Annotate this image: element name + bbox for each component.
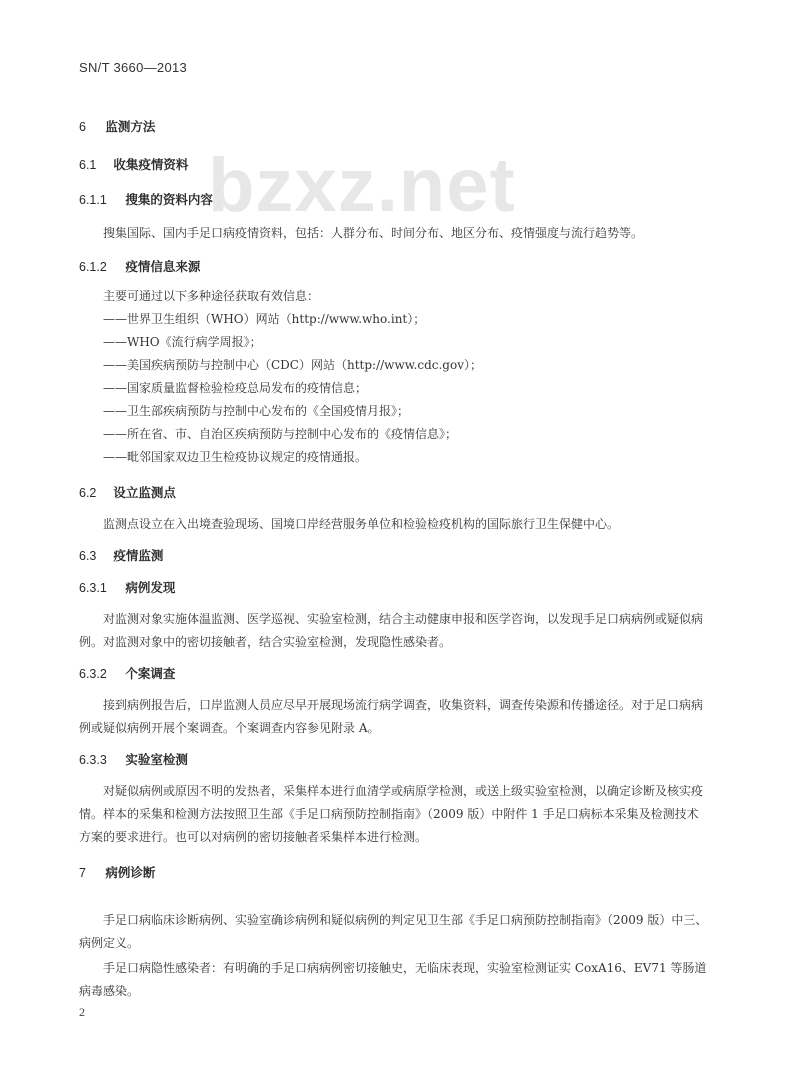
list-item: ——美国疾病预防与控制中心（CDC）网站（http://www.cdc.gov）； [103, 358, 482, 372]
list-item: ——世界卫生组织（WHO）网站（http://www.who.int）； [103, 312, 426, 326]
heading-7 [79, 863, 709, 881]
paragraph: 接到病例报告后，口岸监测人员应尽早开展现场流行病学调查，收集资料，调查传染源和传播途径。对于足口病病例或疑似病例开展个案调查。个案调查内容参见附录 A。 [79, 698, 704, 735]
heading-title: 设立监测点 [113, 485, 176, 500]
heading-title: 实验室检测 [125, 752, 188, 767]
heading-number: 6.3.1 [79, 581, 107, 595]
heading-title: 疫情信息来源 [125, 259, 201, 274]
document-body [79, 117, 709, 1003]
list-item: ——毗邻国家双边卫生检疫协议规定的疫情通报。 [103, 450, 368, 464]
heading-number: 6.1 [79, 158, 97, 172]
list-item: ——WHO《流行病学周报》； [103, 335, 262, 349]
heading-number: 6.2 [79, 486, 97, 500]
heading-number: 6.3.3 [79, 753, 107, 767]
heading-number: 6.3 [79, 549, 97, 563]
paragraph: 手足口病临床诊断病例、实验室确诊病例和疑似病例的判定见卫生部《手足口病预防控制指南》（2009 版）中三、病例定义。 [79, 913, 708, 950]
heading-title: 收集疫情资料 [113, 157, 189, 172]
list-item: ——国家质量监督检验检疫总局发布的疫情信息； [103, 381, 368, 395]
heading-6 [79, 117, 709, 135]
heading-6-3-2 [79, 664, 709, 682]
paragraph: 对监测对象实施体温监测、医学巡视、实验室检测，结合主动健康申报和医学咨询，以发现手足口病病例或疑似病例。对监测对象中的密切接触者，结合实验室检测，发现隐性感染者。 [79, 612, 704, 649]
heading-number: 6.3.2 [79, 667, 107, 681]
heading-title: 病例诊断 [105, 865, 156, 880]
heading-6-1 [79, 155, 709, 173]
paragraph: 监测点设立在入出境查验现场、国境口岸经营服务单位和检验检疫机构的国际旅行卫生保健中心。 [103, 517, 620, 531]
heading-title: 疫情监测 [113, 548, 164, 563]
heading-title: 病例发现 [125, 580, 176, 595]
heading-title: 搜集的资料内容 [125, 192, 213, 207]
paragraph: 手足口病隐性感染者：有明确的手足口病病例密切接触史，无临床表现，实验室检测证实 CoxA16、EV71 等肠道病毒感染。 [79, 961, 707, 998]
heading-number: 6.1.2 [79, 260, 107, 274]
watermark: bzxz.net [208, 143, 516, 228]
heading-6-3-1 [79, 578, 709, 596]
heading-6-3-3 [79, 750, 709, 768]
list-item: ——卫生部疾病预防与控制中心发布的《全国疫情月报》； [103, 404, 410, 418]
paragraph: 搜集国际、国内手足口病疫情资料，包括：人群分布、时间分布、地区分布、疫情强度与流行趋势等。 [103, 226, 644, 240]
paragraph: 对疑似病例或原因不明的发热者，采集样本进行血清学或病原学检测，或送上级实验室检测，以确定诊断及核实疫情。样本的采集和检测方法按照卫生部《手足口病预防控制指南》（2009 版）中附件 1 手足口病标本采集及检测技术方案的要求进行。也可以对病例的密切接触者采集样本进行检测。 [79, 784, 704, 844]
heading-6-1-1 [79, 190, 709, 208]
heading-title: 个案调查 [125, 666, 176, 681]
heading-number: 7 [79, 866, 86, 880]
heading-6-2 [79, 483, 709, 501]
heading-number: 6.1.1 [79, 193, 107, 207]
heading-title: 监测方法 [105, 119, 156, 134]
heading-6-3 [79, 546, 709, 564]
paragraph: 主要可通过以下多种途径获取有效信息： [103, 289, 320, 303]
list-item: ——所在省、市、自治区疾病预防与控制中心发布的《疫情信息》； [103, 427, 458, 441]
page-number: 2 [79, 1005, 85, 1019]
heading-6-1-2 [79, 257, 709, 275]
heading-number: 6 [79, 120, 86, 134]
standard-code: SN/T 3660—2013 [79, 60, 188, 75]
